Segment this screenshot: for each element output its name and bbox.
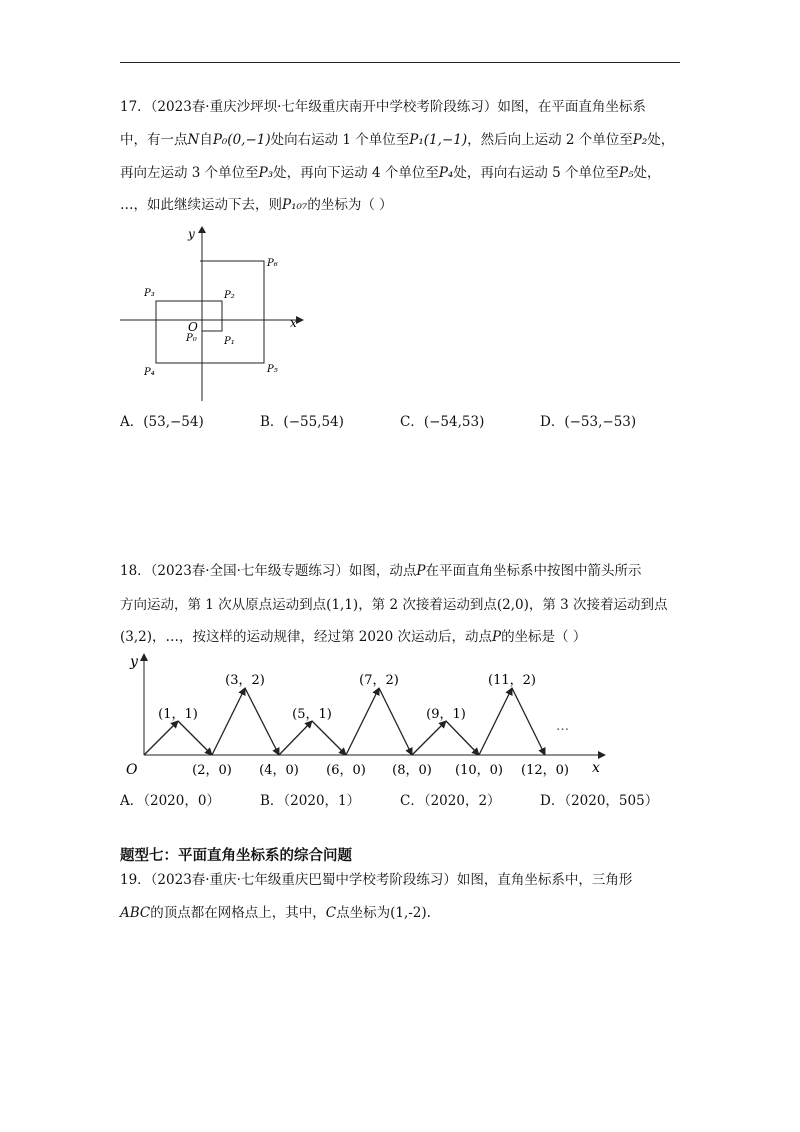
- option-letter: D．: [540, 414, 565, 430]
- label-3-2: (3，2): [225, 673, 265, 688]
- y-arrow-head: [198, 226, 206, 233]
- label-8-0: (8，0): [392, 763, 432, 778]
- spiral-path: [156, 261, 264, 363]
- move-2: [178, 721, 212, 755]
- label-p2: P₂: [224, 290, 235, 301]
- label-4-0: (4，0): [259, 763, 299, 778]
- move-1: [144, 721, 178, 755]
- option-letter: B．: [260, 414, 284, 430]
- option-letter: C．: [400, 414, 424, 430]
- q17-option-b[interactable]: [260, 410, 344, 430]
- var-abc: ABC: [120, 905, 151, 921]
- option-letter: B．: [260, 793, 284, 809]
- x-axis-label: x: [290, 316, 297, 330]
- q17-text: ，然后向上运动 2 个单位至: [467, 132, 633, 148]
- q19-text: 的顶点都在网格点上，其中，: [150, 905, 326, 921]
- q17-line-4: [120, 196, 393, 214]
- var-p: P: [491, 629, 502, 645]
- q18-text: ，…，按这样的运动规律，经过第 2020 次运动后，动点: [152, 629, 492, 645]
- q17-line-1: 17．（2023春·重庆沙坪坝·七年级重庆南开中学校考阶段练习）如图，在平面直角坐标系: [120, 99, 646, 115]
- move-3: [212, 688, 245, 755]
- section-heading: 题型七：平面直角坐标系的综合问题: [120, 848, 352, 864]
- q19-line-2: [120, 904, 431, 922]
- label-6-0: (6，0): [326, 763, 366, 778]
- q17-text: 处，: [647, 132, 675, 148]
- ellipsis: …: [556, 719, 569, 734]
- label-p3: P₃: [144, 288, 155, 299]
- var-c: C: [325, 905, 337, 921]
- point-p1: P₁(1,−1): [409, 132, 468, 148]
- q17-text: 处，再向下运动 4 个单位至: [273, 165, 439, 181]
- q17-text: 处，再向右运动 5 个单位至: [453, 165, 620, 181]
- point-p3: P₃: [258, 165, 274, 181]
- label-1-1: (1，1): [158, 707, 198, 722]
- label-10-0: (10，0): [455, 763, 503, 778]
- q18-text: ，第 2 次接着运动到点: [358, 597, 497, 613]
- origin-label: O: [188, 320, 198, 334]
- move-5: [279, 721, 312, 755]
- point-c-coord: (1,-2): [390, 905, 427, 921]
- q18-option-d[interactable]: [540, 789, 658, 809]
- q17-option-c[interactable]: [400, 410, 484, 430]
- header-rule: [120, 62, 680, 63]
- label-7-2: (7，2): [359, 673, 399, 688]
- q17-text: 处，: [633, 165, 661, 181]
- label-p0: P₀: [186, 333, 197, 344]
- q19-text: 点坐标为: [336, 905, 391, 921]
- option-value: （2020，1）: [283, 793, 361, 809]
- option-letter: D．: [540, 793, 565, 809]
- q18-text: 方向运动，第 1 次从原点运动到点: [120, 597, 327, 613]
- q17-line-3: [120, 164, 661, 182]
- option-value: (−55,54): [283, 414, 344, 430]
- y-axis-label: y: [130, 654, 138, 670]
- origin-label: O: [126, 762, 138, 778]
- q18-figure: [116, 652, 610, 782]
- point-p2: P₂: [632, 132, 648, 148]
- move-11: [479, 688, 512, 755]
- label-p6: P₆: [267, 258, 278, 269]
- q18-text: 18．（2023春·全国·七年级专题练习）如图，动点: [120, 563, 417, 579]
- option-value: (−54,53): [423, 414, 485, 430]
- option-value: (−53,−53): [564, 414, 637, 430]
- label-12-0: (12，0): [521, 763, 569, 778]
- option-letter: A．: [120, 793, 144, 809]
- label-5-1: (5，1): [292, 707, 332, 722]
- y-axis-label: y: [188, 227, 195, 241]
- option-value: (53,−54): [143, 414, 204, 430]
- option-value: （2020，0）: [143, 793, 220, 809]
- option-value: （2020，505）: [564, 793, 659, 809]
- move-6: [312, 721, 346, 755]
- x-arrow-head: [296, 316, 304, 324]
- q19-text: .: [426, 905, 431, 921]
- q17-option-d[interactable]: [540, 410, 636, 430]
- label-p1: P₁: [224, 336, 235, 347]
- q17-line-2: [120, 131, 674, 149]
- q18-line-2: [120, 596, 668, 614]
- move-9: [412, 721, 446, 755]
- move-8: [379, 688, 412, 755]
- q17-text: 处向右运动 1 个单位至: [270, 132, 410, 148]
- q18-text: 的坐标是（ ）: [501, 629, 587, 645]
- q18-text: 在平面直角坐标系中按图中箭头所示: [425, 563, 642, 579]
- q17-text: 自: [199, 132, 213, 148]
- q17-text: 再向左运动 3 个单位至: [120, 165, 259, 181]
- x-arrow-head: [598, 751, 606, 759]
- label-2-0: (2，0): [192, 763, 232, 778]
- point-p0: P₀(0,−1): [212, 132, 271, 148]
- label-p5: P₅: [267, 364, 278, 375]
- point-2-0: (2,0): [496, 597, 529, 613]
- q19-line-1: 19．（2023春·重庆·七年级重庆巴蜀中学校考阶段练习）如图，直角坐标系中，三角形: [120, 872, 633, 888]
- label-p4: P₄: [144, 367, 155, 378]
- point-3-2: (3,2): [120, 629, 153, 645]
- move-12: [512, 688, 545, 755]
- option-letter: C．: [400, 793, 424, 809]
- q18-option-a[interactable]: [120, 789, 220, 809]
- x-axis-label: x: [592, 760, 600, 776]
- move-7: [346, 688, 379, 755]
- q17-option-a[interactable]: [120, 410, 204, 430]
- y-arrow-head: [140, 653, 148, 661]
- option-letter: A．: [120, 414, 144, 430]
- option-value: （2020，2）: [423, 793, 501, 809]
- q18-option-b[interactable]: [260, 789, 360, 809]
- q17-text: 的坐标为（ ）: [307, 197, 393, 213]
- move-10: [446, 721, 479, 755]
- point-p4: P₄: [438, 165, 454, 181]
- q18-line-3: [120, 628, 586, 646]
- q18-option-c[interactable]: [400, 789, 501, 809]
- q17-text: 中，有一点: [120, 132, 188, 148]
- q17-text: …，如此继续运动下去，则: [120, 197, 282, 213]
- point-1-1: (1,1): [326, 597, 359, 613]
- move-4: [245, 688, 279, 755]
- label-9-1: (9，1): [426, 707, 466, 722]
- point-p5: P₅: [619, 165, 634, 181]
- q18-line-1: [120, 562, 641, 580]
- point-p107: P₁₀₇: [282, 197, 308, 213]
- var-p: P: [416, 563, 426, 579]
- var-n: N: [187, 132, 200, 148]
- q18-text: ，第 3 次接着运动到点: [528, 597, 668, 613]
- label-11-2: (11，2): [488, 673, 536, 688]
- q17-figure: [118, 226, 308, 402]
